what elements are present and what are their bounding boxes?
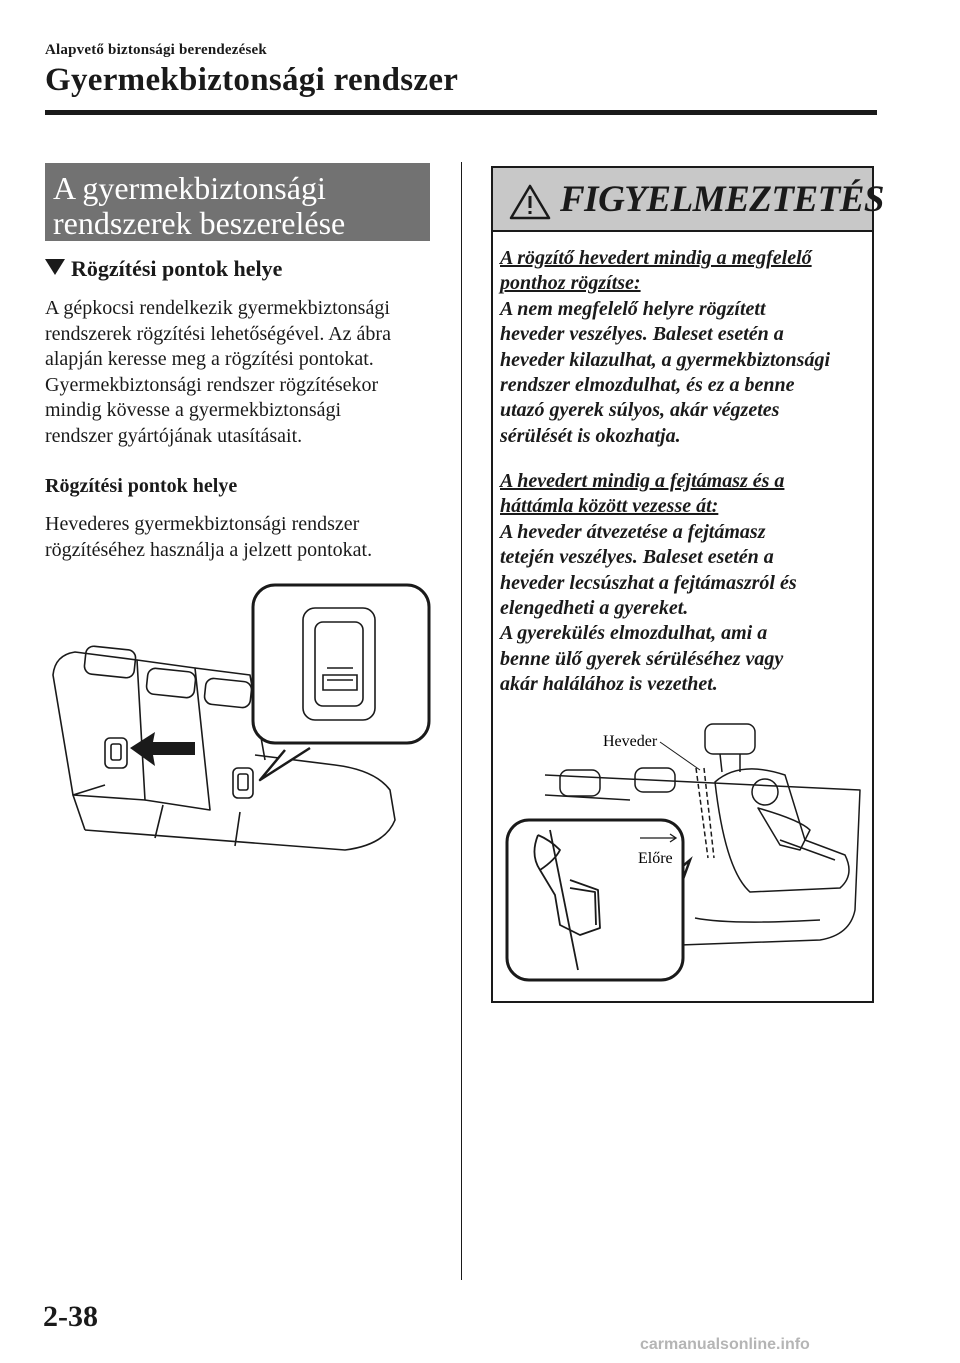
- paragraph-line: rögzítéséhez használja a jelzett pontokat.: [45, 538, 373, 561]
- warning-line: benne ülő gyerek sérüléséhez vagy: [500, 647, 784, 670]
- warning-line: tetején veszélyes. Baleset esetén a: [500, 546, 774, 569]
- label-heveder: Heveder: [603, 733, 658, 750]
- warning-line: heveder veszélyes. Baleset esetén a: [500, 323, 784, 346]
- paragraph-line: alapján keresse meg a rögzítési pontokat.: [45, 348, 374, 370]
- column-divider: [461, 162, 462, 1280]
- watermark: carmanualsonline.info: [640, 1336, 810, 1353]
- tether-strap-illustration: [500, 720, 865, 995]
- warning-heading-line: A rögzítő hevedert mindig a megfelelő: [500, 247, 812, 269]
- warning-line: sérülését is okozhatja.: [500, 424, 681, 447]
- paragraph-line: Gyermekbiztonsági rendszer rögzítésekor: [45, 373, 379, 396]
- paragraph-line: Hevederes gyermekbiztonsági rendszer: [45, 513, 360, 535]
- section-banner-line-2: rendszerek beszerelése: [53, 205, 346, 241]
- warning-line: elengedheti a gyereket.: [500, 597, 689, 620]
- section-banner-line-1: A gyermekbiztonsági: [53, 170, 326, 206]
- warning-line: heveder lecsúszhat a fejtámaszról és: [500, 571, 797, 594]
- sub-heading-text: Rögzítési pontok helye: [71, 256, 283, 281]
- intro-paragraph: [45, 296, 437, 449]
- title-rule: [45, 110, 877, 115]
- warning-title: FIGYELMEZTETÉS: [560, 179, 884, 220]
- anchor-paragraph: [45, 512, 437, 563]
- page-number: 2-38: [43, 1300, 98, 1333]
- warning-line: A gyerekülés elmozdulhat, ami a: [500, 622, 768, 645]
- page-title: Gyermekbiztonsági rendszer: [45, 62, 459, 98]
- warning-heading-line: ponthoz rögzítse:: [500, 272, 641, 295]
- paragraph-line: mindig kövesse a gyermekbiztonsági: [45, 399, 342, 421]
- warning-line: heveder kilazulhat, a gyermekbiztonsági: [500, 348, 830, 371]
- paragraph-line: rendszerek rögzítési lehetőségével. Az ábra: [45, 322, 391, 345]
- warning-block-anchor: [500, 246, 870, 449]
- triangle-bullet-icon: [45, 259, 65, 275]
- warning-heading-line: A hevedert mindig a fejtámasz és a: [500, 470, 785, 492]
- warning-line: akár halálához is vezethet.: [500, 673, 718, 696]
- warning-heading-line: háttámla között vezesse át:: [500, 495, 719, 518]
- warning-line: A nem megfelelő helyre rögzített: [500, 297, 766, 320]
- warning-block-routing: [500, 469, 870, 698]
- minor-heading: Rögzítési pontok helye: [45, 475, 238, 497]
- section-banner: [45, 163, 430, 241]
- breadcrumb: Alapvető biztonsági berendezések: [45, 42, 267, 58]
- paragraph-line: rendszer gyártójának utasításait.: [45, 424, 303, 447]
- sub-heading: [45, 256, 282, 282]
- paragraph-line: A gépkocsi rendelkezik gyermekbiztonsági: [45, 297, 390, 319]
- label-elore: Előre: [638, 850, 673, 867]
- warning-line: A heveder átvezetése a fejtámasz: [500, 520, 766, 543]
- warning-line: rendszer elmozdulhat, és ez a benne: [500, 374, 795, 397]
- warning-line: utazó gyerek súlyos, akár végzetes: [500, 399, 780, 422]
- rear-seat-illustration: [45, 580, 435, 880]
- warning-triangle-icon: [508, 183, 552, 221]
